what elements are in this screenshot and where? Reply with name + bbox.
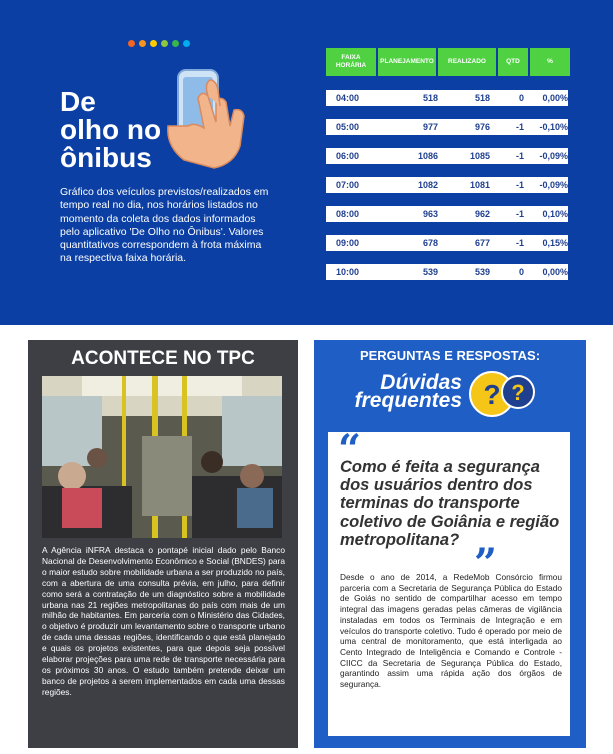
svg-text:?: ? bbox=[483, 379, 501, 410]
table-cell: 539 bbox=[422, 267, 438, 277]
table-cell: -1 bbox=[515, 209, 524, 219]
question-bubbles-icon bbox=[466, 368, 538, 420]
faq-heading: PERGUNTAS E RESPOSTAS: bbox=[359, 348, 541, 363]
color-dot bbox=[139, 40, 146, 47]
table-cell: -1 bbox=[515, 238, 524, 248]
table-cell: -1 bbox=[515, 151, 524, 161]
color-dot bbox=[172, 40, 179, 47]
table-row bbox=[326, 177, 568, 193]
table-cell: -0,10% bbox=[539, 122, 568, 132]
color-dot bbox=[161, 40, 168, 47]
table-cell: 0,00% bbox=[542, 93, 568, 103]
table-cell: 678 bbox=[422, 238, 438, 248]
table-cell: -1 bbox=[515, 122, 524, 132]
table-row bbox=[326, 90, 568, 106]
color-dots bbox=[128, 40, 190, 47]
table-cell: 0,15% bbox=[542, 238, 568, 248]
table-cell: 08:00 bbox=[336, 209, 360, 219]
table-header bbox=[326, 48, 572, 76]
table-cell: 677 bbox=[474, 238, 490, 248]
table-cell: 962 bbox=[474, 209, 490, 219]
hand-phone-icon bbox=[164, 66, 248, 170]
table-cell: 10:00 bbox=[336, 267, 360, 277]
table-cell: 963 bbox=[422, 209, 438, 219]
faq-panel bbox=[314, 340, 586, 748]
table-row bbox=[326, 148, 568, 164]
news-body: A Agência iNFRA destaca o pontapé inicial dado pelo Banco Nacional de Desenvolvimento Econômico e Social (BNDES) para o maior estudo sobre mobilidade urbana a ser produzido no país, com a abertura de uma consulta prévia, em julho, para definir como será a contratação de um diagnóstico sobre a mobilidade urbana nas 21 regiões metropolitanas do país com mais de um milhão de habitantes. Em parceria com o Ministério das Cidades, o objetivo é produzir um levantamento sobre o transporte urbano de cada uma dessas regiões, identificando o que está planejado e quais os projetos existentes, para que depois seja possível elaborar projeções para uma rede de transporte necessária para os próximos 30 anos. O estudo também pretende deixar um banco de projetos a serem implementados em cada uma dessas regiões. bbox=[42, 545, 285, 697]
open-quote-icon: “ bbox=[338, 426, 362, 473]
close-quote-icon: ” bbox=[474, 540, 498, 587]
faq-answer: Desde o ano de 2014, a RedeMob Consórcio firmou parceria com a Secretaria de Segurança Pública do Estado de Goiás no sentido de compartilhar acesso em tempo integral das imagens geradas pelas câmeras de vigilância instaladas em todos os Terminais de Integração e em veículos do transporte coletivo. Tudo é operado por meio de uma central de monitoramento, que está interligada ao Cento Integrado de Inteligência e Comando e Controle - CIICC da Secretaria de Segurança Pública do Estado, garantindo assim uma rápida ação dos órgãos de segurança. bbox=[340, 572, 562, 690]
table-cell: 1081 bbox=[469, 180, 490, 190]
col-faixa-horaria: FAIXA HORÁRIA bbox=[326, 48, 376, 76]
bus-interior-photo bbox=[42, 376, 282, 538]
table-cell: 518 bbox=[422, 93, 438, 103]
table-cell: 07:00 bbox=[336, 180, 360, 190]
table-row bbox=[326, 235, 568, 251]
table-cell: 518 bbox=[474, 93, 490, 103]
header-panel bbox=[0, 0, 613, 325]
table-cell: -0,09% bbox=[539, 180, 568, 190]
title-line-3: ônibus bbox=[60, 142, 152, 173]
table-cell: 05:00 bbox=[336, 122, 360, 132]
table-cell: 1086 bbox=[417, 151, 438, 161]
table-cell: 0,10% bbox=[542, 209, 568, 219]
table-cell: -0,09% bbox=[539, 151, 568, 161]
color-dot bbox=[183, 40, 190, 47]
table-cell: 0,00% bbox=[542, 267, 568, 277]
table-cell: 0 bbox=[518, 93, 524, 103]
table-cell: 0 bbox=[518, 267, 524, 277]
title-line-1: De bbox=[60, 86, 96, 117]
table-row bbox=[326, 206, 568, 222]
table-cell: 06:00 bbox=[336, 151, 360, 161]
table-cell: 1085 bbox=[469, 151, 490, 161]
faq-card bbox=[328, 426, 570, 736]
faq-title bbox=[342, 371, 462, 412]
faq-title-line-1: Dúvidas bbox=[380, 371, 462, 394]
fleet-table bbox=[326, 48, 572, 277]
color-dot bbox=[150, 40, 157, 47]
faq-question: Como é feita a segurança dos usuários dentro dos terminas do transporte coletivo de Goiânia e região metropolitana? bbox=[340, 458, 560, 549]
table-cell: 539 bbox=[474, 267, 490, 277]
table-cell: 04:00 bbox=[336, 93, 360, 103]
table-row bbox=[326, 264, 568, 280]
table-cell: 1082 bbox=[417, 180, 438, 190]
color-dot bbox=[128, 40, 135, 47]
table-cell: 976 bbox=[474, 122, 490, 132]
svg-text:?: ? bbox=[511, 380, 525, 405]
table-cell: 09:00 bbox=[336, 238, 360, 248]
news-panel bbox=[28, 340, 298, 748]
col-qtd: QTD bbox=[498, 48, 528, 76]
faq-title-line-2: frequentes bbox=[354, 389, 462, 412]
col-planejamento: PLANEJAMENTO bbox=[378, 48, 436, 76]
col-percent: % bbox=[530, 48, 570, 76]
title-line-2: olho no bbox=[60, 114, 162, 145]
table-cell: -1 bbox=[515, 180, 524, 190]
description-text: Gráfico dos veículos previstos/realizados em tempo real no dia, nos horários listados no momento da coleta dos dados informados pelo aplicativo 'De Olho no Ônibus'. Valores quantitativos correspondem à frota máxima na respectiva faixa horária. bbox=[60, 186, 269, 265]
table-cell: 977 bbox=[422, 122, 438, 132]
col-realizado: REALIZADO bbox=[438, 48, 496, 76]
table-row bbox=[326, 119, 568, 135]
news-title: ACONTECE NO TPC bbox=[71, 348, 255, 369]
page-title bbox=[60, 88, 161, 172]
